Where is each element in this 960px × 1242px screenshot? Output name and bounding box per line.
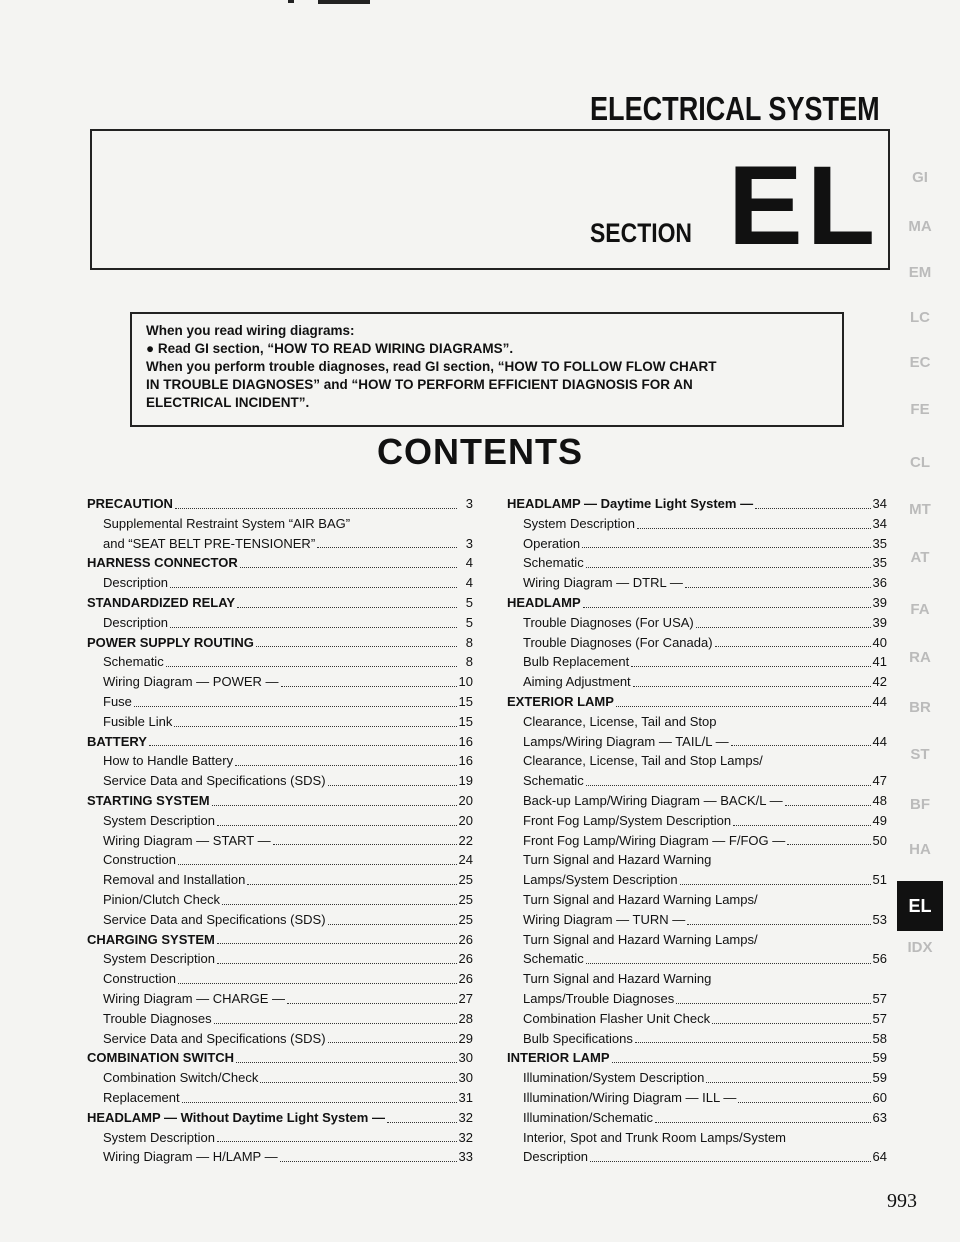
- dot-leader: [280, 1147, 457, 1162]
- toc-entry-page: 47: [872, 773, 887, 789]
- toc-entry-title: HEADLAMP — Without Daytime Light System —: [87, 1109, 385, 1125]
- toc-entry-page: 35: [872, 555, 887, 571]
- dot-leader: [166, 652, 457, 667]
- toc-entry-title: Schematic: [103, 654, 164, 670]
- toc-entry-title: Turn Signal and Hazard Warning: [523, 971, 712, 987]
- dot-leader: [260, 1068, 456, 1083]
- section-tab-el[interactable]: EL: [897, 881, 943, 931]
- dot-leader: [317, 534, 457, 549]
- toc-entry-title: Trouble Diagnoses: [103, 1010, 212, 1026]
- dot-leader: [134, 692, 457, 707]
- toc-entry-title: Description: [103, 575, 169, 591]
- dot-leader: [633, 672, 871, 687]
- section-tab-ec[interactable]: EC: [909, 354, 931, 371]
- contents-heading: CONTENTS: [377, 431, 583, 472]
- dot-leader: [586, 771, 871, 786]
- section-code: EL: [728, 143, 880, 268]
- toc-entry-title: Wiring Diagram — DTRL —: [523, 575, 683, 591]
- dot-leader: [217, 811, 457, 826]
- toc-entry-title: Turn Signal and Hazard Warning: [523, 852, 712, 868]
- toc-entry-title: Description: [523, 1149, 589, 1165]
- toc-entry-title: Lamps/Wiring Diagram — TAIL/L —: [523, 733, 729, 749]
- toc-entry-page: 10: [458, 674, 473, 690]
- dot-leader: [586, 553, 871, 568]
- toc-entry-page: 57: [872, 990, 887, 1006]
- toc-entry-page: 26: [458, 971, 473, 987]
- toc-entry[interactable]: [507, 1029, 887, 1049]
- toc-entry-page: 39: [872, 614, 887, 630]
- toc-entry[interactable]: [507, 811, 887, 831]
- toc-entry[interactable]: [507, 553, 887, 573]
- toc-entry-page: 58: [872, 1030, 887, 1046]
- toc-entry-title: Wiring Diagram — TURN —: [523, 911, 686, 927]
- toc-entry-page: 16: [458, 733, 473, 749]
- dot-leader: [212, 791, 457, 806]
- toc-entry[interactable]: [87, 732, 473, 752]
- section-tab-st[interactable]: ST: [910, 746, 930, 763]
- toc-entry-title: Construction: [103, 971, 176, 987]
- section-tab-mt[interactable]: MT: [909, 501, 931, 518]
- toc-entry-page: 22: [458, 832, 473, 848]
- toc-entry-title: System Description: [103, 951, 215, 967]
- dot-leader: [696, 613, 871, 628]
- dot-leader: [182, 1088, 457, 1103]
- toc-entry-title: Lamps/Trouble Diagnoses: [523, 990, 675, 1006]
- toc-entry[interactable]: [87, 1009, 473, 1029]
- toc-entry[interactable]: [87, 672, 473, 692]
- toc-entry-title: Trouble Diagnoses (For Canada): [523, 634, 713, 650]
- toc-entry-title: Fuse: [103, 693, 132, 709]
- notice-box: [130, 312, 844, 427]
- toc-entry-title: Pinion/Clutch Check: [103, 891, 221, 907]
- dot-leader: [217, 949, 457, 964]
- toc-entry-page: 44: [872, 733, 887, 749]
- toc-entry[interactable]: [87, 969, 473, 989]
- toc-entry[interactable]: [507, 791, 887, 811]
- toc-entry[interactable]: [87, 534, 473, 554]
- toc-entry-title: Wiring Diagram — START —: [103, 832, 271, 848]
- toc-entry[interactable]: [87, 573, 473, 593]
- toc-entry-page: 44: [872, 693, 887, 709]
- toc-entry[interactable]: [87, 652, 473, 672]
- page-number: 993: [887, 1190, 917, 1212]
- toc-entry[interactable]: [507, 870, 887, 890]
- toc-entry[interactable]: [507, 1009, 887, 1029]
- toc-entry-page: 57: [872, 1010, 887, 1026]
- dot-leader: [616, 692, 871, 707]
- toc-entry-page: 30: [458, 1070, 473, 1086]
- toc-entry-page: 42: [872, 674, 887, 690]
- toc-entry-page: 39: [872, 594, 887, 610]
- toc-entry-page: 5: [465, 614, 473, 630]
- toc-entry-page: 3: [465, 535, 473, 551]
- dot-leader: [178, 850, 457, 865]
- toc-entry[interactable]: [507, 732, 887, 752]
- toc-entry-title: Clearance, License, Tail and Stop: [523, 713, 717, 729]
- toc-entry-title: Schematic: [523, 773, 584, 789]
- toc-entry-page: 16: [458, 753, 473, 769]
- toc-entry[interactable]: [507, 652, 887, 672]
- dot-leader: [738, 1088, 870, 1103]
- section-tab-gi[interactable]: GI: [912, 169, 928, 186]
- toc-entry-page: 30: [458, 1050, 473, 1066]
- toc-entry[interactable]: [87, 1048, 473, 1068]
- toc-entry-page: 20: [458, 792, 473, 808]
- toc-entry[interactable]: [87, 1029, 473, 1049]
- toc-entry-title: Interior, Spot and Trunk Room Lamps/System: [523, 1129, 787, 1145]
- dot-leader: [612, 1048, 871, 1063]
- dot-leader: [733, 811, 870, 826]
- toc-entry[interactable]: [87, 553, 473, 573]
- section-tab-lc[interactable]: LC: [910, 309, 930, 326]
- toc-entry[interactable]: [507, 1088, 887, 1108]
- dot-leader: [214, 1009, 457, 1024]
- toc-entry-title: Turn Signal and Hazard Warning Lamps/: [523, 891, 758, 907]
- toc-entry-title: COMBINATION SWITCH: [87, 1050, 235, 1066]
- toc-entry[interactable]: [87, 949, 473, 969]
- toc-entry[interactable]: [507, 1068, 887, 1088]
- toc-entry-title: STANDARDIZED RELAY: [87, 594, 236, 610]
- toc-entry-page: 32: [458, 1129, 473, 1145]
- toc-entry-page: 56: [872, 951, 887, 967]
- toc-entry[interactable]: [87, 910, 473, 930]
- section-tab-em[interactable]: EM: [908, 264, 932, 281]
- dot-leader: [287, 989, 457, 1004]
- toc-entry-page: 64: [872, 1149, 887, 1165]
- dot-leader: [175, 494, 457, 509]
- dot-leader: [247, 870, 456, 885]
- toc-entry-page: 50: [872, 832, 887, 848]
- dot-leader: [237, 593, 457, 608]
- toc-entry-page: 15: [458, 693, 473, 709]
- toc-entry-page: 15: [458, 713, 473, 729]
- section-tab-cl[interactable]: CL: [910, 454, 930, 471]
- toc-entry[interactable]: [87, 1128, 473, 1148]
- toc-entry-title: Construction: [103, 852, 176, 868]
- toc-entry[interactable]: [507, 890, 887, 910]
- toc-entry-title: System Description: [103, 812, 215, 828]
- section-label: SECTION: [590, 218, 693, 248]
- toc-entry-title: Lamps/System Description: [523, 872, 678, 888]
- toc-entry[interactable]: [507, 672, 887, 692]
- toc-entry[interactable]: [507, 534, 887, 554]
- dot-leader: [236, 1048, 456, 1063]
- dot-leader: [217, 1128, 457, 1143]
- toc-entry-page: 59: [872, 1070, 887, 1086]
- toc-entry[interactable]: [507, 613, 887, 633]
- toc-entry[interactable]: [87, 751, 473, 771]
- toc-entry-title: Clearance, License, Tail and Stop Lamps/: [523, 753, 763, 769]
- toc-entry-title: Illumination/Schematic: [523, 1109, 654, 1125]
- section-tab-fe[interactable]: FE: [910, 401, 930, 418]
- toc-entry-page: 25: [458, 911, 473, 927]
- notice-line: When you perform trouble diagnoses, read GI section, “HOW TO FOLLOW FLOW CHART: [146, 359, 717, 374]
- toc-entry-title: Service Data and Specifications (SDS): [103, 1030, 326, 1046]
- toc-entry-title: Back-up Lamp/Wiring Diagram — BACK/L —: [523, 792, 783, 808]
- toc-entry-page: 27: [458, 990, 473, 1006]
- dot-leader: [715, 633, 871, 648]
- toc-entry[interactable]: [87, 1068, 473, 1088]
- toc-entry-page: 25: [458, 872, 473, 888]
- toc-entry-title: STARTING SYSTEM: [87, 792, 210, 808]
- toc-entry-title: Description: [103, 614, 169, 630]
- toc-entry-title: Bulb Replacement: [523, 654, 630, 670]
- toc-entry-page: 49: [872, 812, 887, 828]
- section-tab-ha[interactable]: HA: [909, 841, 931, 858]
- toc-entry-title: Service Data and Specifications (SDS): [103, 911, 326, 927]
- toc-entry-page: 34: [872, 496, 887, 511]
- toc-entry[interactable]: [507, 751, 887, 771]
- toc-entry[interactable]: [507, 910, 887, 930]
- dot-leader: [328, 771, 457, 786]
- toc-entry[interactable]: [87, 811, 473, 831]
- toc-entry-title: INTERIOR LAMP: [507, 1050, 610, 1066]
- toc-entry-title: Illumination/System Description: [523, 1070, 705, 1086]
- dot-leader: [685, 573, 871, 588]
- toc-entry[interactable]: [87, 831, 473, 851]
- toc-entry-title: Operation: [523, 535, 581, 551]
- page-title: ELECTRICAL SYSTEM: [590, 90, 880, 127]
- toc-entry-title: How to Handle Battery: [103, 753, 234, 769]
- toc-entry[interactable]: [87, 850, 473, 870]
- dot-leader: [755, 494, 870, 509]
- dot-leader: [328, 910, 457, 925]
- dot-leader: [174, 712, 456, 727]
- section-tab-idx[interactable]: IDX: [907, 939, 933, 956]
- toc-entry-page: 4: [465, 575, 473, 591]
- toc-entry[interactable]: [507, 633, 887, 653]
- toc-entry-page: 25: [458, 891, 473, 907]
- toc-entry[interactable]: [87, 613, 473, 633]
- toc-entry[interactable]: [507, 692, 887, 712]
- dot-leader: [178, 969, 457, 984]
- dot-leader: [222, 890, 456, 905]
- toc-entry-title: Turn Signal and Hazard Warning Lamps/: [523, 931, 758, 947]
- toc-entry[interactable]: [507, 831, 887, 851]
- toc-entry-title: Illumination/Wiring Diagram — ILL —: [523, 1089, 737, 1105]
- toc-entry-title: BATTERY: [87, 733, 147, 749]
- dot-leader: [586, 949, 871, 964]
- toc-entry[interactable]: [507, 1108, 887, 1128]
- toc-entry-title: Fusible Link: [103, 713, 173, 729]
- dot-leader: [583, 593, 871, 608]
- toc-entry[interactable]: [507, 969, 887, 989]
- toc-entry-title: Trouble Diagnoses (For USA): [523, 614, 694, 630]
- toc-entry[interactable]: [507, 494, 887, 514]
- toc-entry-page: 35: [872, 535, 887, 551]
- toc-entry-page: 4: [465, 555, 473, 571]
- toc-entry-title: Replacement: [103, 1089, 180, 1105]
- toc-entry-page: 31: [458, 1089, 473, 1105]
- toc-entry-title: HEADLAMP: [507, 594, 581, 610]
- toc-entry[interactable]: [507, 1147, 887, 1167]
- notice-line: When you read wiring diagrams:: [146, 323, 355, 338]
- dot-leader: [235, 751, 456, 766]
- toc-entry-page: 48: [872, 792, 887, 808]
- toc-entry-page: 28: [458, 1010, 473, 1026]
- toc-entry[interactable]: [507, 1048, 887, 1068]
- toc-entry-title: Wiring Diagram — CHARGE —: [103, 990, 286, 1006]
- toc-entry-title: Wiring Diagram — H/LAMP —: [103, 1149, 278, 1165]
- toc-entry-title: Combination Switch/Check: [103, 1070, 259, 1086]
- toc-entry[interactable]: [87, 692, 473, 712]
- toc-entry-title: Front Fog Lamp/Wiring Diagram — F/FOG —: [523, 832, 786, 848]
- toc-entry-page: 41: [872, 654, 887, 670]
- section-tab-ma[interactable]: MA: [908, 218, 932, 235]
- toc-entry-title: Service Data and Specifications (SDS): [103, 773, 326, 789]
- toc-entry[interactable]: [87, 870, 473, 890]
- dot-leader: [706, 1068, 870, 1083]
- dot-leader: [785, 791, 871, 806]
- dot-leader: [281, 672, 457, 687]
- dot-leader: [328, 1029, 457, 1044]
- toc-entry-title: Front Fog Lamp/System Description: [523, 812, 732, 828]
- toc-entry[interactable]: [87, 1108, 473, 1128]
- toc-entry[interactable]: [507, 1128, 887, 1148]
- toc-entry-page: 19: [458, 773, 473, 789]
- toc-entry-title: Removal and Installation: [103, 872, 246, 888]
- toc-entry-page: 24: [458, 852, 473, 868]
- toc-entry-page: 8: [465, 654, 473, 670]
- toc-entry-title: and “SEAT BELT PRE-TENSIONER”: [103, 535, 316, 551]
- toc-entry-page: 26: [458, 931, 473, 947]
- dot-leader: [655, 1108, 870, 1123]
- toc-entry-title: Supplemental Restraint System “AIR BAG”: [103, 515, 351, 531]
- toc-entry[interactable]: [507, 989, 887, 1009]
- dot-leader: [256, 633, 457, 648]
- dot-leader: [170, 613, 457, 628]
- toc-entry-page: 26: [458, 951, 473, 967]
- dot-leader: [731, 732, 871, 747]
- section-tab-at[interactable]: AT: [910, 549, 930, 566]
- dot-leader: [273, 831, 457, 846]
- toc-entry[interactable]: [87, 771, 473, 791]
- dot-leader: [240, 553, 457, 568]
- toc-entry[interactable]: [87, 791, 473, 811]
- dot-leader: [149, 732, 457, 747]
- toc-entry[interactable]: [87, 1088, 473, 1108]
- toc-entry-page: 34: [872, 515, 887, 531]
- dot-leader: [631, 652, 870, 667]
- toc-right-column: [507, 494, 887, 1167]
- toc-entry[interactable]: [87, 930, 473, 950]
- toc-entry-page: 53: [872, 911, 887, 927]
- section-tab-br[interactable]: BR: [909, 699, 931, 716]
- toc-entry[interactable]: [87, 712, 473, 732]
- dot-leader: [680, 870, 871, 885]
- toc-entry-title: Schematic: [523, 555, 584, 571]
- toc-entry-title: PRECAUTION: [87, 496, 173, 511]
- toc-entry-title: Combination Flasher Unit Check: [523, 1010, 711, 1026]
- toc-entry-page: 40: [872, 634, 887, 650]
- toc-entry-title: System Description: [523, 515, 635, 531]
- scan-mark: [288, 0, 294, 3]
- dot-leader: [387, 1108, 457, 1123]
- toc-entry-page: 59: [872, 1050, 887, 1066]
- toc-entry-page: 32: [458, 1109, 473, 1125]
- notice-line: ● Read GI section, “HOW TO READ WIRING DIAGRAMS”.: [146, 341, 514, 356]
- toc-entry-title: HEADLAMP — Daytime Light System —: [507, 496, 754, 511]
- scan-mark: [318, 0, 370, 4]
- toc-entry[interactable]: [507, 850, 887, 870]
- toc-entry-page: 5: [465, 594, 473, 610]
- dot-leader: [217, 930, 457, 945]
- toc-entry-title: Wiring Diagram — POWER —: [103, 674, 279, 690]
- toc-entry-title: Schematic: [523, 951, 584, 967]
- dot-leader: [676, 989, 870, 1004]
- dot-leader: [635, 1029, 871, 1044]
- notice-line: IN TROUBLE DIAGNOSES” and “HOW TO PERFORM EFFICIENT DIAGNOSIS FOR AN: [146, 377, 693, 392]
- toc-entry[interactable]: [507, 712, 887, 732]
- toc-entry-title: System Description: [103, 1129, 215, 1145]
- toc-entry-page: 60: [872, 1089, 887, 1105]
- notice-line: ELECTRICAL INCIDENT”.: [146, 395, 310, 410]
- toc-entry-page: 29: [458, 1030, 473, 1046]
- dot-leader: [590, 1147, 871, 1162]
- toc-entry[interactable]: [87, 890, 473, 910]
- section-tab-fa[interactable]: FA: [910, 601, 930, 618]
- toc-entry-title: HARNESS CONNECTOR: [87, 555, 238, 571]
- toc-entry-title: Aiming Adjustment: [523, 674, 631, 690]
- dot-leader: [687, 910, 870, 925]
- toc-entry-title: CHARGING SYSTEM: [87, 931, 215, 947]
- section-tab-ra[interactable]: RA: [909, 649, 931, 666]
- dot-leader: [170, 573, 457, 588]
- toc-entry[interactable]: [507, 593, 887, 613]
- toc-entry-page: 51: [872, 872, 887, 888]
- toc-entry[interactable]: [507, 514, 887, 534]
- toc-entry[interactable]: [87, 633, 473, 653]
- dot-leader: [582, 534, 870, 549]
- toc-entry[interactable]: [87, 494, 473, 514]
- toc-entry-page: 8: [465, 634, 473, 650]
- toc-entry-page: 3: [465, 496, 473, 511]
- dot-leader: [712, 1009, 870, 1024]
- toc-entry[interactable]: [507, 771, 887, 791]
- toc-entry[interactable]: [87, 514, 473, 534]
- toc-entry-page: 33: [458, 1149, 473, 1165]
- dot-leader: [637, 514, 871, 529]
- toc-entry[interactable]: [507, 573, 887, 593]
- toc-entry-page: 20: [458, 812, 473, 828]
- dot-leader: [787, 831, 870, 846]
- toc-entry-page: 63: [872, 1109, 887, 1125]
- toc-entry-page: 36: [872, 575, 887, 591]
- toc-entry-title: EXTERIOR LAMP: [507, 693, 614, 709]
- toc-entry-title: Bulb Specifications: [523, 1030, 633, 1046]
- toc-entry[interactable]: [87, 593, 473, 613]
- toc-entry[interactable]: [507, 930, 887, 950]
- toc-left-column: [87, 494, 473, 1167]
- toc-entry-title: POWER SUPPLY ROUTING: [87, 634, 254, 650]
- toc-entry[interactable]: [507, 949, 887, 969]
- toc-entry[interactable]: [87, 989, 473, 1009]
- toc-entry[interactable]: [87, 1147, 473, 1167]
- section-tab-bf[interactable]: BF: [910, 796, 930, 813]
